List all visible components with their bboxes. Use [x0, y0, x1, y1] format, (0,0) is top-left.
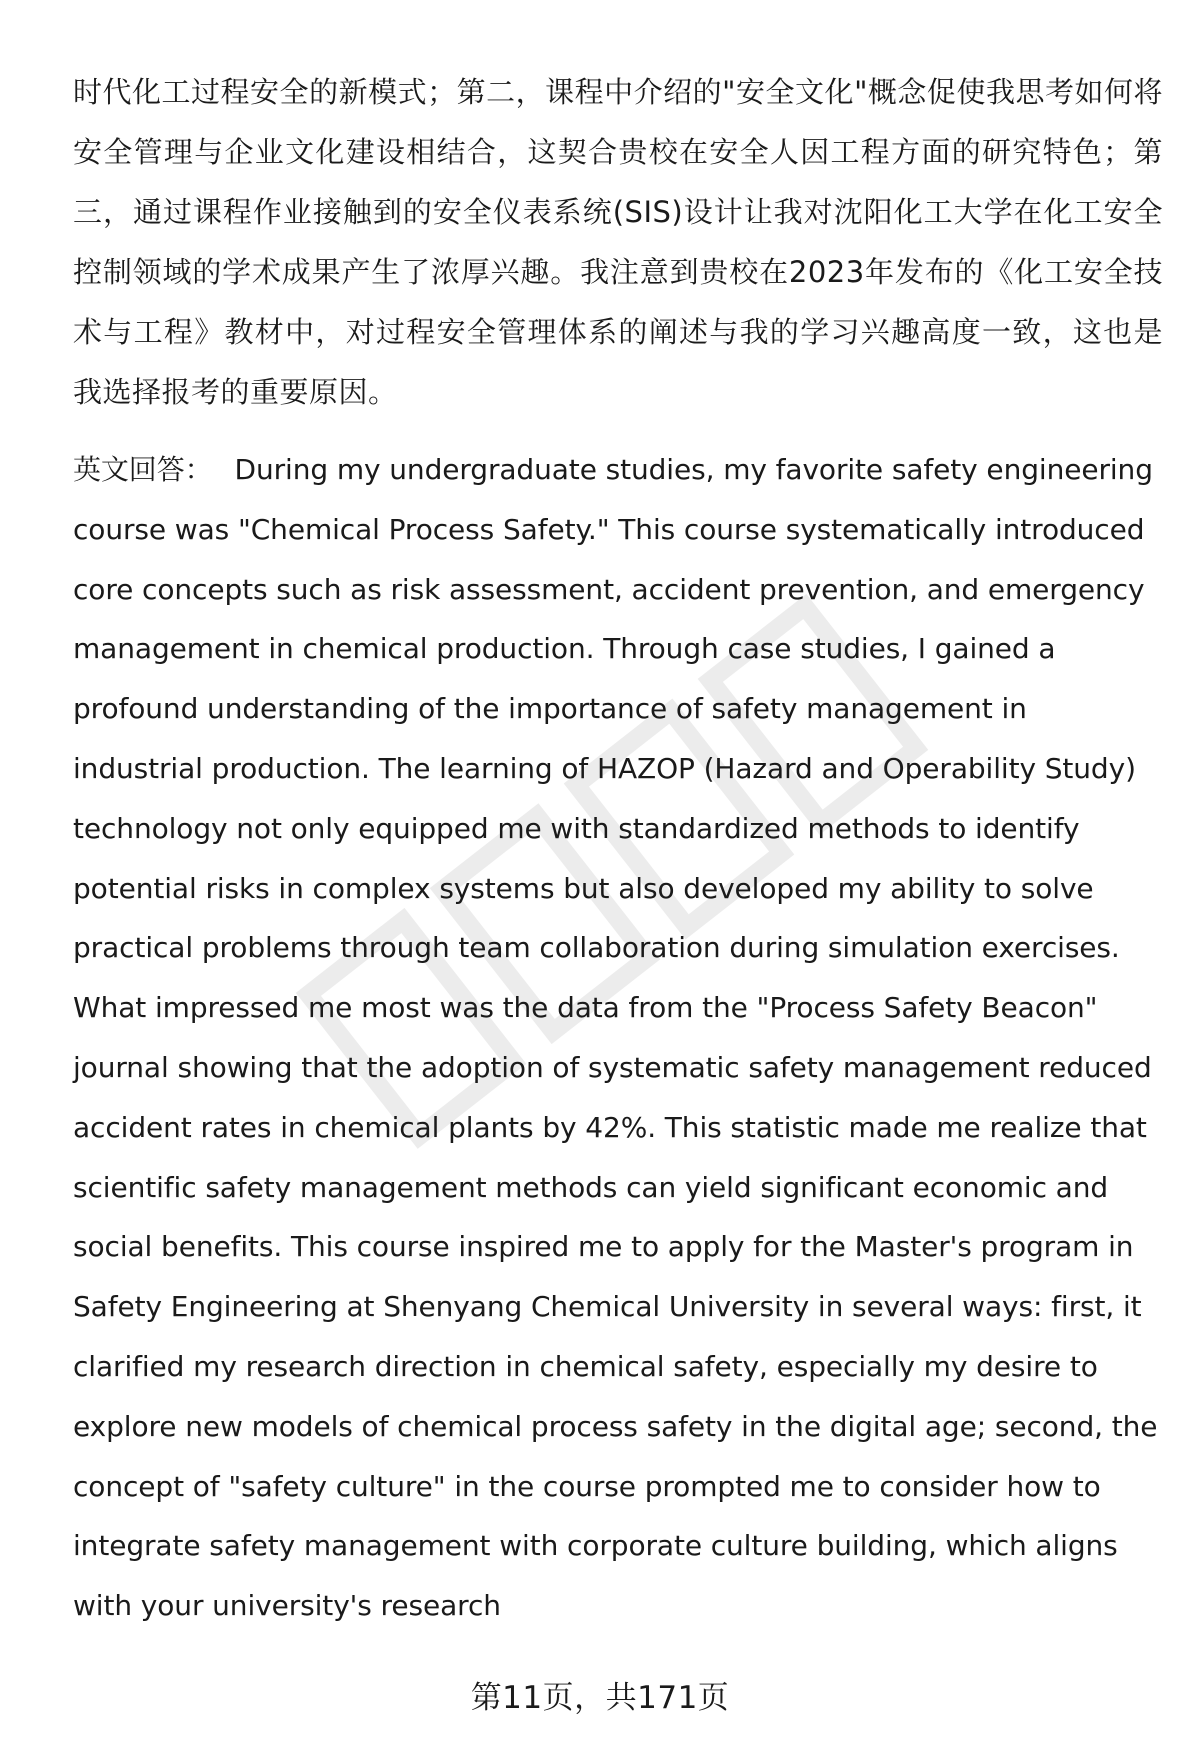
chinese-answer-paragraph: 时代化工过程安全的新模式；第二，课程中介绍的"安全文化"概念促使我思考如何将安全管理与企业文化建设相结合，这契合贵校在安全人因工程方面的研究特色；第三，通过课程作业接触到的安全仪表系统(SIS)设计让我对沈阳化工大学在化工安全控制领域的学术成果产生了浓厚兴趣。我注意到贵校在2023年发布的《化工安全技术与工程》教材中，对过程安全管理体系的阐述与我的学习兴趣高度一致，这也是我选择报考的重要原因。 [73, 75, 1163, 409]
english-answer-label: 英文回答： [73, 453, 213, 486]
english-answer-paragraph [73, 440, 1163, 1636]
document-body [73, 62, 1163, 1636]
page-number-footer: 第11页，共171页 [470, 1680, 730, 1716]
english-answer-text: During my undergraduate studies, my favorite safety engineering course was "Chemical Process Safety." This course systematically introduced core concepts such as risk assessment, accident prevention, and emergency management in chemical production. Through case studies, I gained a profound understanding of the importance of safety management in industrial production. The learning of HAZOP (Hazard and Operability Study) technology not only equipped me with standardized methods to identify potential risks in complex systems but also developed my ability to solve practical problems through team collaboration during simulation exercises. What impressed me most was the data from the "Process Safety Beacon" journal showing that the adoption of systematic safety management reduced accident rates in chemical plants by 42%. This statistic made me realize that scientific safety management methods can yield significant economic and social benefits. This course inspired me to apply for the Master's program in Safety Engineering at Shenyang Chemical University in several ways: first, it clarified my research direction in chemical safety, especially my desire to explore new models of chemical process safety in the digital age; second, the concept of "safety culture" in the course prompted me to consider how to integrate safety management with corporate culture building, which aligns with your university's research [73, 453, 1158, 1623]
